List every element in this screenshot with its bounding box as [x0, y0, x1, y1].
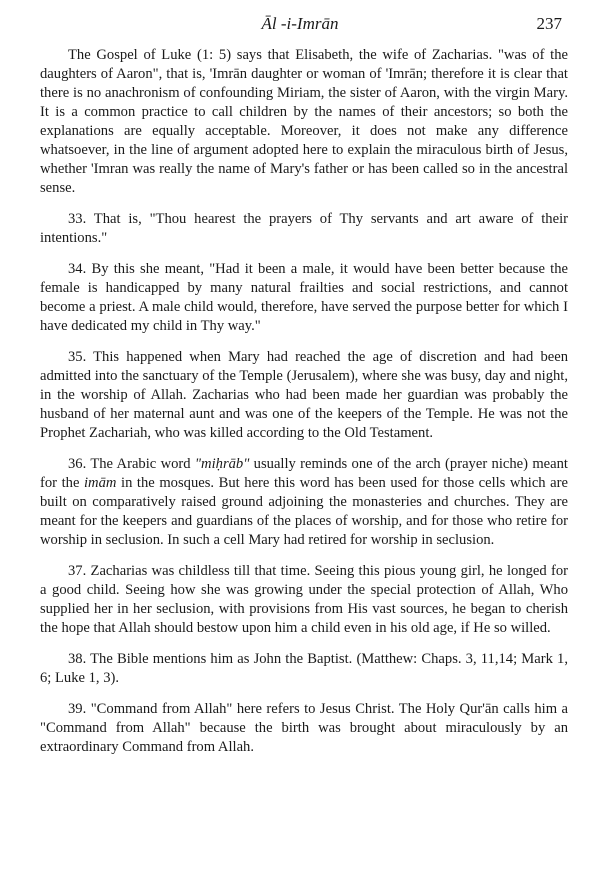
note-35 — [40, 348, 568, 443]
note-text: 33. That is, "Thou hearest the prayers of Thy servants and art aware of their intentions." — [40, 211, 568, 246]
note-text: 38. The Bible mentions him as John the Baptist. (Matthew: Chaps. 3, 11,14; Mark 1, 6; Luke 1, 3). — [40, 651, 568, 686]
note-intro — [40, 46, 568, 198]
note-text: 34. By this she meant, "Had it been a male, it would have been better because the female is handicapped by many natural frailties and social restrictions, and cannot become a priest. A male child would, therefore, have served the purpose better for which I have dedicated my child in Thy way." — [40, 261, 568, 334]
note-37 — [40, 562, 568, 638]
page-body — [40, 46, 568, 769]
note-text: The Gospel of Luke (1: 5) says that Elisabeth, the wife of Zacharias. "was of the daughters of Aaron", that is, 'Imrān daughter or woman of 'Imrān; therefore it is clear that there is no anachronism of confounding Miriam, the sister of Aaron, with the virgin Mary. It is a common practice to call children by the names of their ancestors; so both the explanations are equally acceptable. Moreover, it does not make any difference whatsoever, in the line of argument adopted here to explain the miraculous birth of Jesus, whether 'Imran was really the name of Mary's father or has been called so in the ancestral sense. — [40, 47, 568, 196]
page-number: 237 — [536, 14, 562, 33]
note-text: 35. This happened when Mary had reached the age of discretion and had been admitted into the sanctuary of the Temple (Jerusalem), where she was busy, day and night, in the worship of Allah. Zacharias who had been made her guardian was probably the husband of her maternal aunt and was one of the keepers of the Temple. He was not the Prophet Zachariah, who was killed according to the Old Testament. — [40, 349, 568, 441]
arabic-term-imam: imām — [84, 475, 117, 491]
note-text: in the mosques. But here this word has been used for those cells which are built on comparatively raised ground adjoining the monasteries and churches. They are meant for the keepers and guardians of the places of worship, and for those who retire for worship in seclusion. In such a cell Mary had retired for worship in seclusion. — [40, 475, 568, 548]
note-38 — [40, 650, 568, 688]
note-text: usually reminds one of the arch (prayer niche) meant for the — [40, 456, 568, 491]
note-34 — [40, 260, 568, 336]
note-text: 39. "Command from Allah" here refers to Jesus Christ. The Holy Qur'ān calls him a "Command from Allah" because the birth was brought about miraculously by an extraordinary Command from Allah. — [40, 701, 568, 755]
note-text: 37. Zacharias was childless till that time. Seeing this pious young girl, he longed for a good child. Seeing how she was growing under the special protection of Allah, Who supplied her in her seclusion, with provisions from His vast sources, he began to cherish the hope that Allah should bestow upon him a child even in his old age, if He so willed. — [40, 563, 568, 636]
note-36 — [40, 455, 568, 550]
note-33 — [40, 210, 568, 248]
note-text: 36. The Arabic word — [68, 456, 195, 472]
running-title: Āl -i-Imrān — [261, 14, 339, 33]
note-39 — [40, 700, 568, 757]
arabic-term-mihrab: "miḥrāb" — [194, 456, 250, 472]
